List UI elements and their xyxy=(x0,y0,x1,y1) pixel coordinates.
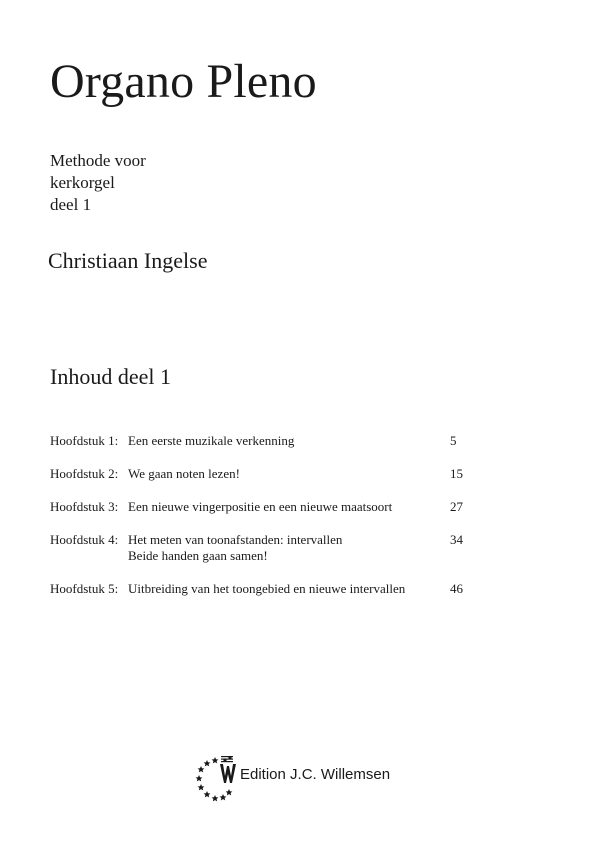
book-title: Organo Pleno xyxy=(50,55,317,108)
chapter-page-number: 5 xyxy=(450,433,457,448)
chapter-page-number: 27 xyxy=(450,499,463,514)
author-name: Christiaan Ingelse xyxy=(48,248,208,273)
subtitle-line: deel 1 xyxy=(50,195,92,214)
chapter-title: Een eerste muzikale verkenning xyxy=(128,433,295,448)
chapter-title: Een nieuwe vingerpositie en een nieuwe maatsoort xyxy=(128,499,393,514)
subtitle-line: kerkorgel xyxy=(50,173,115,192)
chapter-label: Hoofdstuk 5: xyxy=(50,581,119,596)
chapter-title: We gaan noten lezen! xyxy=(128,466,240,481)
toc-heading: Inhoud deel 1 xyxy=(50,364,171,389)
chapter-page-number: 34 xyxy=(450,532,463,547)
toc-entry-4 xyxy=(50,532,480,564)
toc-entry-2 xyxy=(50,466,480,482)
chapter-label: Hoofdstuk 2: xyxy=(50,466,119,481)
toc-entry-1 xyxy=(50,433,480,449)
toc-entry-3 xyxy=(50,499,480,515)
chapter-title: Uitbreiding van het toongebied en nieuwe intervallen xyxy=(128,581,406,596)
chapter-label: Hoofdstuk 4: xyxy=(50,532,119,547)
chapter-title-line-2: Beide handen gaan samen! xyxy=(128,548,268,563)
chapter-page-number: 46 xyxy=(450,581,463,596)
chapter-label: Hoofdstuk 1: xyxy=(50,433,119,448)
chapter-label: Hoofdstuk 3: xyxy=(50,499,119,514)
chapter-title: Het meten van toonafstanden: intervallen xyxy=(128,532,343,547)
publisher-name: Edition J.C. Willemsen xyxy=(240,765,391,783)
chapter-page-number: 15 xyxy=(450,466,463,481)
toc-entry-5 xyxy=(50,581,480,597)
star-circle-w-logo-icon xyxy=(192,750,244,806)
publisher-block xyxy=(192,750,390,806)
book-subtitle xyxy=(50,150,146,216)
subtitle-line: Methode voor xyxy=(50,151,146,170)
table-of-contents xyxy=(50,433,480,597)
